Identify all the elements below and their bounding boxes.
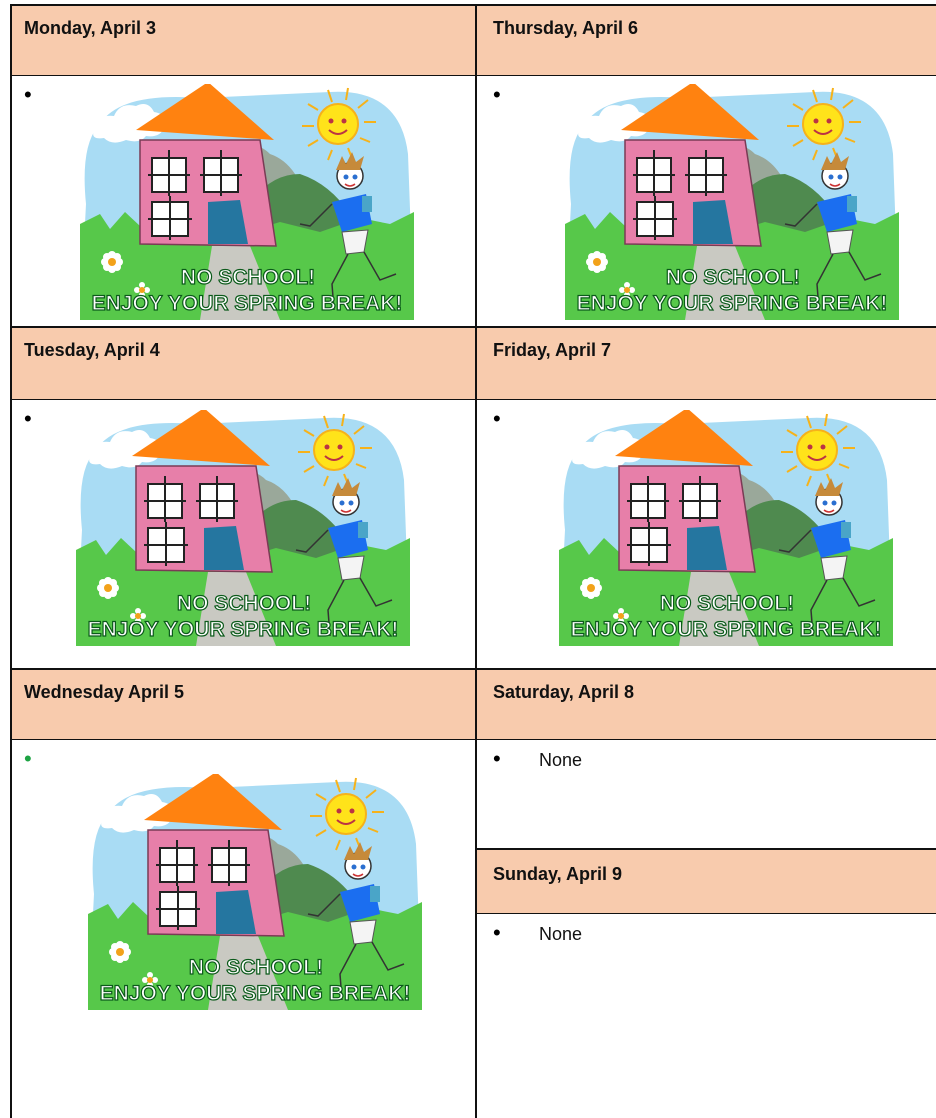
no-school-clipart xyxy=(80,84,414,320)
clipart-line-2: ENJOY YOUR SPRING BREAK! xyxy=(570,618,882,641)
clipart-line-2: ENJOY YOUR SPRING BREAK! xyxy=(576,292,888,315)
bullet: • xyxy=(493,920,501,945)
day-label: Saturday, April 8 xyxy=(493,682,635,702)
right-column xyxy=(477,4,936,1118)
clipart-line-2: ENJOY YOUR SPRING BREAK! xyxy=(87,618,399,641)
day-header-friday xyxy=(477,326,936,400)
day-label: Wednesday April 5 xyxy=(24,682,185,702)
day-label: Monday, April 3 xyxy=(24,18,157,38)
bullet: • xyxy=(493,746,501,771)
no-school-clipart xyxy=(565,84,899,320)
clipart-line-2: ENJOY YOUR SPRING BREAK! xyxy=(99,982,411,1005)
clipart-line-1: NO SCHOOL! xyxy=(180,266,316,289)
item-text: None xyxy=(539,924,583,944)
bullet: • xyxy=(24,746,32,771)
no-school-clipart xyxy=(559,410,893,646)
bullet: • xyxy=(24,82,32,107)
day-label: Sunday, April 9 xyxy=(493,864,623,884)
bullet: • xyxy=(493,82,501,107)
day-cell-friday xyxy=(477,400,936,668)
item-text: None xyxy=(539,750,583,770)
clipart-line-1: NO SCHOOL! xyxy=(659,592,795,615)
clipart-line-1: NO SCHOOL! xyxy=(188,956,324,979)
day-header-thursday xyxy=(477,4,936,76)
left-column xyxy=(10,4,477,1118)
day-header-saturday xyxy=(477,668,936,740)
day-cell-sunday xyxy=(477,914,936,1118)
day-header-monday xyxy=(12,4,475,76)
day-header-sunday xyxy=(477,848,936,914)
no-school-clipart xyxy=(88,774,422,1010)
clipart-line-1: NO SCHOOL! xyxy=(176,592,312,615)
day-label: Tuesday, April 4 xyxy=(24,340,160,360)
day-cell-thursday xyxy=(477,76,936,326)
day-header-wednesday xyxy=(12,668,475,740)
day-cell-tuesday xyxy=(12,400,475,668)
day-header-tuesday xyxy=(12,326,475,400)
spring-break-calendar-table xyxy=(10,4,936,1118)
clipart-line-1: NO SCHOOL! xyxy=(665,266,801,289)
clipart-line-2: ENJOY YOUR SPRING BREAK! xyxy=(91,292,403,315)
day-cell-monday xyxy=(12,76,475,326)
day-cell-saturday xyxy=(477,740,936,848)
no-school-clipart xyxy=(76,410,410,646)
day-label: Friday, April 7 xyxy=(493,340,612,360)
day-label: Thursday, April 6 xyxy=(493,18,639,38)
bullet: • xyxy=(493,406,501,431)
bullet: • xyxy=(24,406,32,431)
day-cell-wednesday xyxy=(12,740,475,1118)
